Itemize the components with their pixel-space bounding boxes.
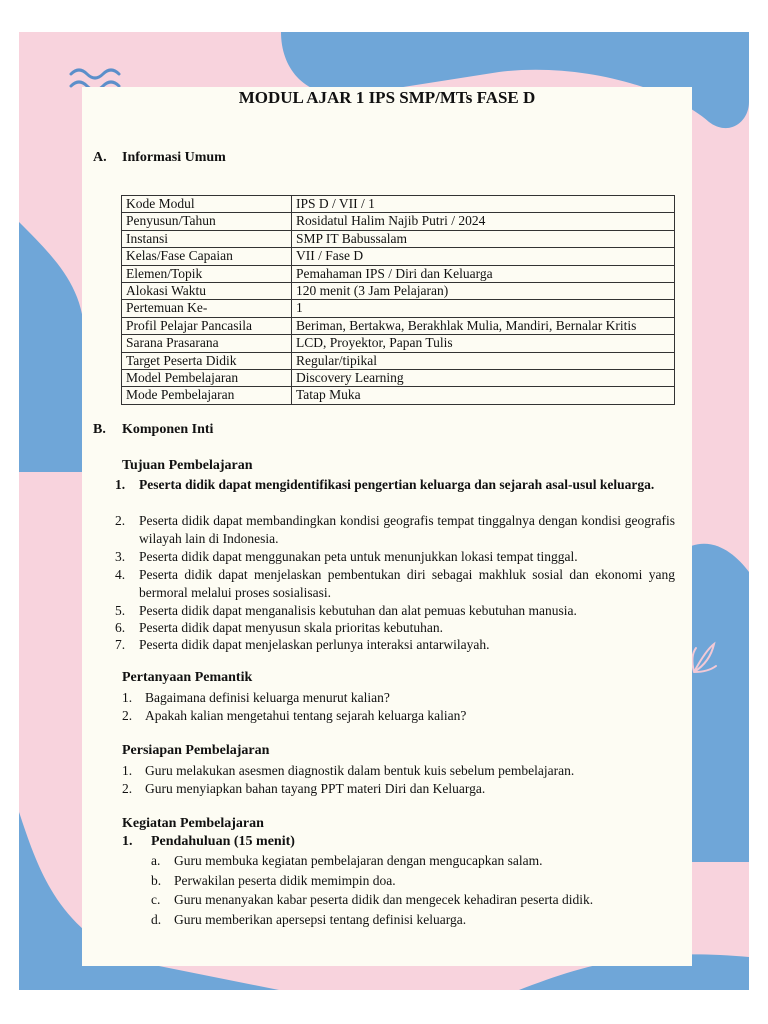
kegiatan-phase-label: Pendahuluan (15 menit): [151, 834, 295, 849]
list-item-number: d.: [151, 912, 162, 927]
top-wave-mark-1: [71, 70, 119, 78]
pertanyaan-heading: Pertanyaan Pemantik: [122, 670, 253, 685]
list-item-text: Guru melakukan asesmen diagnostik dalam bentuk kuis sebelum pembelajaran.: [145, 763, 575, 778]
list-item: [151, 872, 675, 890]
section-b-letter: B.: [93, 422, 106, 437]
info-value: Pemahaman IPS / Diri dan Keluarga: [292, 265, 675, 282]
list-item-number: b.: [151, 873, 162, 888]
list-item-number: 2.: [122, 708, 133, 723]
info-table: [121, 195, 675, 405]
info-key: Target Peserta Didik: [122, 352, 292, 369]
info-key: Kode Modul: [122, 196, 292, 213]
info-key: Mode Pembelajaran: [122, 387, 292, 404]
list-item-number: a.: [151, 853, 161, 868]
list-item-number: c.: [151, 892, 161, 907]
list-item-text: Peserta didik dapat mengidentifikasi pengertian keluarga dan sejarah asal-usul keluarga.: [139, 477, 655, 492]
list-item: [151, 891, 675, 909]
list-item-text: Peserta didik dapat menjelaskan pembentukan diri sebagai makhluk sosial dan ekonomi yang bermoral melalui proses sosialisasi.: [139, 567, 675, 600]
info-row: [122, 248, 675, 265]
list-item-text: Guru menyiapkan bahan tayang PPT materi Diri dan Keluarga.: [145, 781, 486, 796]
list-item-number: 5.: [115, 603, 126, 618]
document-title: MODUL AJAR 1 IPS SMP/MTs FASE D: [238, 88, 536, 107]
list-item: [151, 911, 675, 929]
info-value: Beriman, Bertakwa, Berakhlak Mulia, Mandiri, Bernalar Kritis: [292, 317, 675, 334]
info-row: [122, 387, 675, 404]
list-item: [122, 762, 675, 780]
list-item-text: Apakah kalian mengetahui tentang sejarah keluarga kalian?: [145, 708, 467, 723]
kegiatan-heading: Kegiatan Pembelajaran: [122, 816, 264, 831]
info-row: [122, 265, 675, 282]
info-row: [122, 335, 675, 352]
info-key: Elemen/Topik: [122, 265, 292, 282]
info-row: [122, 213, 675, 230]
info-row: [122, 230, 675, 247]
section-a-letter: A.: [93, 150, 107, 165]
list-item: [122, 780, 675, 798]
info-value: SMP IT Babussalam: [292, 230, 675, 247]
list-item: [151, 852, 675, 870]
info-value: 120 menit (3 Jam Pelajaran): [292, 283, 675, 300]
list-item-text: Guru memberikan apersepsi tentang definisi keluarga.: [174, 912, 467, 927]
info-row: [122, 300, 675, 317]
info-row: [122, 317, 675, 334]
list-item: [115, 619, 675, 637]
list-item-number: 1.: [115, 477, 126, 492]
info-key: Model Pembelajaran: [122, 370, 292, 387]
info-value: VII / Fase D: [292, 248, 675, 265]
list-item-text: Peserta didik dapat menggunakan peta untuk menunjukkan lokasi tempat tinggal.: [139, 549, 578, 564]
persiapan-heading: Persiapan Pembelajaran: [122, 743, 270, 758]
list-item-number: 7.: [115, 637, 126, 652]
info-value: IPS D / VII / 1: [292, 196, 675, 213]
info-key: Sarana Prasarana: [122, 335, 292, 352]
section-b-label: Komponen Inti: [122, 422, 214, 437]
list-item-number: 1.: [122, 690, 133, 705]
list-item-number: 6.: [115, 620, 126, 635]
list-item: [115, 602, 675, 620]
info-key: Penyusun/Tahun: [122, 213, 292, 230]
info-value: 1: [292, 300, 675, 317]
info-value: Rosidatul Halim Najib Putri / 2024: [292, 213, 675, 230]
list-item: [122, 707, 675, 725]
info-row: [122, 283, 675, 300]
info-value: LCD, Proyektor, Papan Tulis: [292, 335, 675, 352]
section-a-label: Informasi Umum: [122, 150, 226, 165]
list-item-text: Perwakilan peserta didik memimpin doa.: [174, 873, 396, 888]
info-key: Alokasi Waktu: [122, 283, 292, 300]
info-key: Profil Pelajar Pancasila: [122, 317, 292, 334]
list-item-text: Guru membuka kegiatan pembelajaran dengan mengucapkan salam.: [174, 853, 543, 868]
list-item-text: Guru menanyakan kabar peserta didik dan mengecek kehadiran peserta didik.: [174, 892, 594, 907]
list-item: [115, 636, 675, 654]
list-item-number: 1.: [122, 763, 133, 778]
list-item: [115, 566, 675, 601]
tujuan-heading: Tujuan Pembelajaran: [122, 458, 253, 473]
info-value: Discovery Learning: [292, 370, 675, 387]
list-item-text: Peserta didik dapat membandingkan kondisi geografis tempat tinggalnya dengan kondisi geografis wilayah lain di Indonesia.: [139, 513, 675, 546]
list-item-number: 2.: [115, 513, 126, 528]
list-item: [122, 689, 675, 707]
kegiatan-phase-num: 1.: [122, 834, 133, 849]
info-row: [122, 352, 675, 369]
info-row: [122, 196, 675, 213]
list-item-number: 2.: [122, 781, 133, 796]
info-row: [122, 370, 675, 387]
list-item-text: Peserta didik dapat menjelaskan perlunya interaksi antarwilayah.: [139, 637, 490, 652]
list-item-text: Peserta didik dapat menganalisis kebutuhan dan alat pemuas kebutuhan manusia.: [139, 603, 577, 618]
list-item-number: 3.: [115, 549, 126, 564]
info-key: Pertemuan Ke-: [122, 300, 292, 317]
info-key: Instansi: [122, 230, 292, 247]
list-item-number: 4.: [115, 567, 126, 582]
info-value: Tatap Muka: [292, 387, 675, 404]
list-item: [115, 476, 675, 511]
list-item-text: Bagaimana definisi keluarga menurut kalian?: [145, 690, 390, 705]
list-item: [115, 548, 675, 566]
info-key: Kelas/Fase Capaian: [122, 248, 292, 265]
list-item-text: Peserta didik dapat menyusun skala prioritas kebutuhan.: [139, 620, 444, 635]
left-blue-wave: [19, 222, 85, 472]
info-value: Regular/tipikal: [292, 352, 675, 369]
list-item: [115, 512, 675, 547]
